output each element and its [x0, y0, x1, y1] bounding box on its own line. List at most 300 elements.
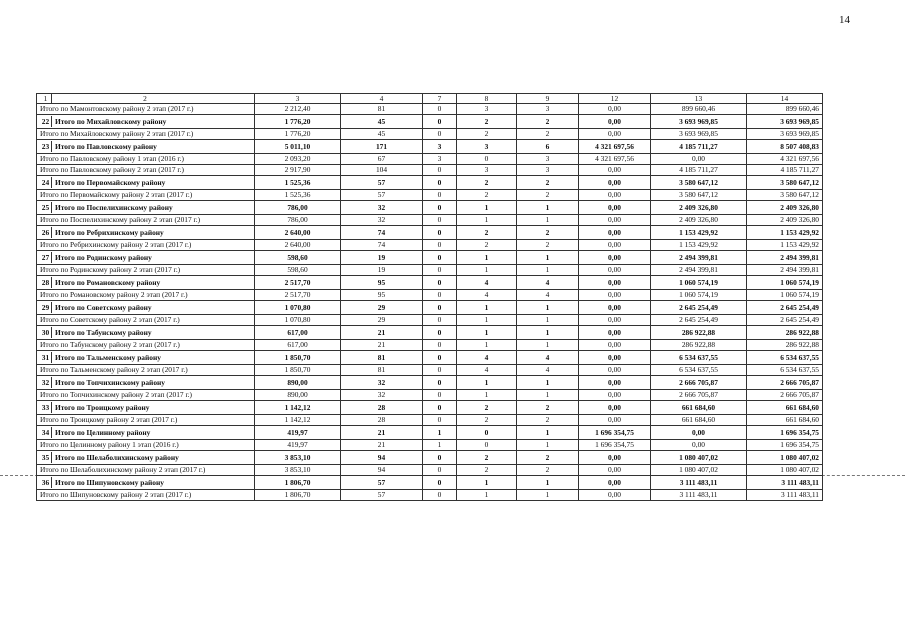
table-row-total	[37, 351, 823, 365]
table-row-total	[37, 451, 823, 465]
cell-c13: 661 684,60	[651, 415, 747, 426]
row-index: 23	[40, 141, 52, 152]
cell-c12: 0,00	[579, 301, 651, 315]
cell-c9: 2	[517, 226, 579, 240]
row-name-cell	[37, 265, 255, 276]
cell-c13: 1 153 429,92	[651, 240, 747, 251]
cell-c9: 1	[517, 326, 579, 340]
cell-c14: 1 153 429,92	[747, 226, 823, 240]
cell-c14: 3 580 647,12	[747, 190, 823, 201]
cell-c7: 0	[423, 290, 457, 301]
row-name-cell	[37, 351, 255, 365]
cell-c3: 2 640,00	[255, 226, 341, 240]
cell-c13: 1 153 429,92	[651, 226, 747, 240]
cell-c7: 0	[423, 451, 457, 465]
page-number: 14	[839, 14, 850, 26]
row-index: 35	[40, 452, 52, 463]
cell-c7: 0	[423, 176, 457, 190]
cell-c7: 0	[423, 226, 457, 240]
row-name: Итого по Шипуновскому району 2 этап (2017 г.)	[40, 490, 192, 499]
cell-c13: 1 080 407,02	[651, 451, 747, 465]
cell-c7: 0	[423, 104, 457, 115]
cell-c14: 1 080 407,02	[747, 451, 823, 465]
cell-c12: 0,00	[579, 226, 651, 240]
cell-c12: 0,00	[579, 340, 651, 351]
row-name: Итого по Троицкому району	[55, 403, 150, 412]
cell-c8: 4	[457, 290, 517, 301]
cell-c4: 21	[341, 426, 423, 440]
cell-c3: 1 525,36	[255, 190, 341, 201]
cell-c14: 3 111 483,11	[747, 476, 823, 490]
row-name-cell	[37, 426, 255, 440]
cell-c12: 0,00	[579, 165, 651, 176]
row-name: Итого по Целинному району 1 этап (2016 г.)	[40, 440, 179, 449]
row-index: 22	[40, 116, 52, 127]
cell-c8: 3	[457, 165, 517, 176]
cell-c14: 2 645 254,49	[747, 315, 823, 326]
row-name-cell	[37, 140, 255, 154]
cell-c3: 1 525,36	[255, 176, 341, 190]
table-row-total	[37, 301, 823, 315]
cell-c14: 3 111 483,11	[747, 490, 823, 501]
row-name-cell	[37, 401, 255, 415]
cell-c4: 32	[341, 376, 423, 390]
cell-c12: 0,00	[579, 476, 651, 490]
table-row-total	[37, 326, 823, 340]
cell-c14: 1 153 429,92	[747, 240, 823, 251]
table-row-total	[37, 176, 823, 190]
row-name: Итого по Троицкому району 2 этап (2017 г.)	[40, 415, 178, 424]
cell-c4: 81	[341, 365, 423, 376]
header-cell-14: 14	[747, 94, 823, 104]
cell-c8: 1	[457, 376, 517, 390]
cell-c7: 0	[423, 265, 457, 276]
header-cell-8: 8	[457, 94, 517, 104]
row-name: Итого по Тальменскому району 2 этап (2017 г.)	[40, 365, 188, 374]
cell-c9: 6	[517, 140, 579, 154]
row-index: 28	[40, 277, 52, 288]
cell-c13: 4 185 711,27	[651, 140, 747, 154]
table-row	[37, 465, 823, 476]
cell-c13: 661 684,60	[651, 401, 747, 415]
row-name-cell	[37, 365, 255, 376]
row-name-cell	[37, 326, 255, 340]
cell-c4: 45	[341, 129, 423, 140]
cell-c12: 0,00	[579, 351, 651, 365]
cell-c8: 1	[457, 265, 517, 276]
cell-c9: 1	[517, 215, 579, 226]
cell-c7: 3	[423, 154, 457, 165]
cell-c7: 0	[423, 301, 457, 315]
cell-c13: 2 409 326,80	[651, 215, 747, 226]
cell-c12: 0,00	[579, 215, 651, 226]
cell-c8: 0	[457, 426, 517, 440]
cell-c8: 3	[457, 104, 517, 115]
cell-c3: 419,97	[255, 440, 341, 451]
cell-c13: 1 060 574,19	[651, 276, 747, 290]
cell-c7: 0	[423, 490, 457, 501]
cell-c3: 1 142,12	[255, 401, 341, 415]
row-name: Итого по Табунскому району	[55, 328, 152, 337]
row-name: Итого по Михайловскому району 2 этап (2017 г.)	[40, 129, 194, 138]
cell-c8: 2	[457, 115, 517, 129]
cell-c9: 1	[517, 251, 579, 265]
row-index: 29	[40, 302, 52, 313]
cell-c13: 286 922,88	[651, 326, 747, 340]
row-name-cell	[37, 290, 255, 301]
cell-c14: 2 645 254,49	[747, 301, 823, 315]
cell-c7: 0	[423, 251, 457, 265]
cell-c9: 2	[517, 176, 579, 190]
cell-c9: 3	[517, 104, 579, 115]
cell-c9: 1	[517, 301, 579, 315]
row-index: 25	[40, 202, 52, 213]
row-name: Итого по Целинному району	[55, 428, 151, 437]
row-name-cell	[37, 490, 255, 501]
row-name: Итого по Тальменскому району	[55, 353, 161, 362]
cell-c12: 0,00	[579, 376, 651, 390]
table-row	[37, 290, 823, 301]
table-row	[37, 165, 823, 176]
cell-c12: 0,00	[579, 315, 651, 326]
cell-c9: 2	[517, 451, 579, 465]
cell-c4: 19	[341, 251, 423, 265]
header-cell-13: 13	[651, 94, 747, 104]
table-row	[37, 365, 823, 376]
cell-c14: 3 693 969,85	[747, 129, 823, 140]
row-name: Итого по Михайловскому району	[55, 117, 167, 126]
cell-c8: 1	[457, 340, 517, 351]
cell-c4: 57	[341, 490, 423, 501]
cell-c9: 1	[517, 476, 579, 490]
cell-c9: 1	[517, 426, 579, 440]
cell-c13: 3 111 483,11	[651, 476, 747, 490]
cell-c3: 1 070,80	[255, 315, 341, 326]
cell-c12: 0,00	[579, 290, 651, 301]
cell-c7: 0	[423, 190, 457, 201]
cell-c14: 286 922,88	[747, 340, 823, 351]
row-name: Итого по Советскому району 2 этап (2017 г.)	[40, 315, 180, 324]
cell-c13: 6 534 637,55	[651, 351, 747, 365]
cell-c8: 2	[457, 451, 517, 465]
cell-c13: 899 660,46	[651, 104, 747, 115]
cell-c4: 171	[341, 140, 423, 154]
cell-c3: 1 850,70	[255, 351, 341, 365]
cell-c8: 3	[457, 140, 517, 154]
cell-c7: 0	[423, 115, 457, 129]
cell-c14: 1 060 574,19	[747, 276, 823, 290]
cell-c8: 0	[457, 440, 517, 451]
row-name: Итого по Павловскому району	[55, 142, 157, 151]
cell-c12: 0,00	[579, 276, 651, 290]
cell-c13: 2 494 399,81	[651, 251, 747, 265]
cell-c12: 0,00	[579, 251, 651, 265]
cell-c12: 0,00	[579, 490, 651, 501]
cell-c14: 3 693 969,85	[747, 115, 823, 129]
cell-c4: 28	[341, 401, 423, 415]
cell-c7: 0	[423, 315, 457, 326]
cell-c3: 2 093,20	[255, 154, 341, 165]
row-name: Итого по Павловскому району 2 этап (2017 г.)	[40, 165, 184, 174]
cell-c12: 0,00	[579, 390, 651, 401]
cell-c14: 4 321 697,56	[747, 154, 823, 165]
row-name-cell	[37, 340, 255, 351]
header-cell-4: 4	[341, 94, 423, 104]
cell-c7: 0	[423, 165, 457, 176]
data-table	[36, 93, 823, 501]
cell-c14: 899 660,46	[747, 104, 823, 115]
header-cell-3: 3	[255, 94, 341, 104]
cell-c12: 0,00	[579, 190, 651, 201]
cell-c3: 598,60	[255, 265, 341, 276]
row-name-cell	[37, 215, 255, 226]
row-name-cell	[37, 476, 255, 490]
cell-c14: 4 185 711,27	[747, 165, 823, 176]
cell-c14: 2 666 705,87	[747, 390, 823, 401]
cell-c12: 0,00	[579, 465, 651, 476]
cell-c12: 0,00	[579, 176, 651, 190]
row-name-cell	[37, 315, 255, 326]
cell-c3: 598,60	[255, 251, 341, 265]
table-row-total	[37, 251, 823, 265]
cell-c8: 4	[457, 365, 517, 376]
row-name: Итого по Ребрихинскому району 2 этап (2017 г.)	[40, 240, 192, 249]
cell-c4: 29	[341, 315, 423, 326]
row-name: Итого по Поспелихинскому району 2 этап (2017 г.)	[40, 215, 201, 224]
cell-c7: 1	[423, 426, 457, 440]
row-name-cell	[37, 390, 255, 401]
cell-c9: 2	[517, 415, 579, 426]
cell-c14: 2 666 705,87	[747, 376, 823, 390]
cell-c14: 6 534 637,55	[747, 365, 823, 376]
cell-c4: 32	[341, 201, 423, 215]
cell-c7: 1	[423, 440, 457, 451]
cell-c12: 0,00	[579, 104, 651, 115]
cell-c13: 2 494 399,81	[651, 265, 747, 276]
cell-c8: 0	[457, 154, 517, 165]
table-row-total	[37, 426, 823, 440]
cell-c9: 1	[517, 315, 579, 326]
cell-c14: 2 409 326,80	[747, 201, 823, 215]
cell-c4: 57	[341, 190, 423, 201]
row-name: Итого по Павловскому району 1 этап (2016 г.)	[40, 154, 184, 163]
cell-c9: 1	[517, 265, 579, 276]
cell-c4: 74	[341, 226, 423, 240]
cell-c8: 1	[457, 201, 517, 215]
header-cell-9: 9	[517, 94, 579, 104]
cell-c8: 2	[457, 415, 517, 426]
table-row	[37, 154, 823, 165]
cell-c12: 0,00	[579, 451, 651, 465]
cell-c8: 1	[457, 251, 517, 265]
cell-c14: 286 922,88	[747, 326, 823, 340]
cell-c13: 3 693 969,85	[651, 115, 747, 129]
cell-c3: 2 517,70	[255, 276, 341, 290]
table-row	[37, 315, 823, 326]
cell-c14: 2 494 399,81	[747, 265, 823, 276]
row-name-cell	[37, 415, 255, 426]
row-name: Итого по Топчихинскому району	[55, 378, 165, 387]
cell-c8: 2	[457, 190, 517, 201]
cell-c12: 0,00	[579, 326, 651, 340]
cell-c4: 32	[341, 215, 423, 226]
cell-c7: 0	[423, 415, 457, 426]
cell-c4: 81	[341, 351, 423, 365]
cell-c14: 6 534 637,55	[747, 351, 823, 365]
row-name: Итого по Поспелихинскому району	[55, 203, 173, 212]
table-row	[37, 490, 823, 501]
cell-c3: 419,97	[255, 426, 341, 440]
cell-c12: 0,00	[579, 201, 651, 215]
cell-c12: 4 321 697,56	[579, 154, 651, 165]
cell-c14: 2 409 326,80	[747, 215, 823, 226]
cell-c3: 786,00	[255, 201, 341, 215]
row-index: 27	[40, 252, 52, 263]
row-name-cell	[37, 465, 255, 476]
table-row	[37, 340, 823, 351]
row-name: Итого по Шелаболихинскому району	[55, 453, 179, 462]
cell-c4: 95	[341, 276, 423, 290]
row-name: Итого по Топчихинскому району 2 этап (2017 г.)	[40, 390, 192, 399]
cell-c13: 4 185 711,27	[651, 165, 747, 176]
row-name-cell	[37, 190, 255, 201]
row-name: Итого по Первомайскому району	[55, 178, 166, 187]
cell-c8: 4	[457, 351, 517, 365]
cell-c4: 74	[341, 240, 423, 251]
cell-c3: 2 917,90	[255, 165, 341, 176]
row-name: Итого по Романовскому району 2 этап (2017 г.)	[40, 290, 188, 299]
cell-c13: 3 580 647,12	[651, 190, 747, 201]
row-name-cell	[37, 176, 255, 190]
cell-c8: 1	[457, 215, 517, 226]
cell-c14: 1 696 354,75	[747, 440, 823, 451]
table-row-total	[37, 226, 823, 240]
table-row-total	[37, 276, 823, 290]
cell-c3: 1 776,20	[255, 129, 341, 140]
table-row	[37, 104, 823, 115]
cell-c8: 1	[457, 390, 517, 401]
cell-c9: 1	[517, 440, 579, 451]
row-index: 30	[40, 327, 52, 338]
row-index: 24	[40, 177, 52, 188]
row-name-cell	[37, 201, 255, 215]
row-name-cell	[37, 240, 255, 251]
cell-c9: 4	[517, 351, 579, 365]
row-name-cell	[37, 440, 255, 451]
cell-c3: 617,00	[255, 326, 341, 340]
row-index: 36	[40, 477, 52, 488]
cell-c12: 0,00	[579, 265, 651, 276]
cell-c12: 0,00	[579, 401, 651, 415]
cell-c12: 4 321 697,56	[579, 140, 651, 154]
cell-c12: 1 696 354,75	[579, 426, 651, 440]
cell-c9: 4	[517, 276, 579, 290]
cell-c7: 0	[423, 365, 457, 376]
cell-c9: 1	[517, 340, 579, 351]
cell-c13: 0,00	[651, 426, 747, 440]
cell-c8: 1	[457, 301, 517, 315]
cell-c3: 1 806,70	[255, 476, 341, 490]
cell-c7: 0	[423, 476, 457, 490]
row-name-cell	[37, 115, 255, 129]
row-name: Итого по Мамонтовскому району 2 этап (2017 г.)	[40, 104, 194, 113]
row-name-cell	[37, 251, 255, 265]
cell-c12: 0,00	[579, 415, 651, 426]
cell-c3: 1 070,80	[255, 301, 341, 315]
table-row	[37, 440, 823, 451]
row-name: Итого по Романовскому району	[55, 278, 161, 287]
cell-c3: 1 850,70	[255, 365, 341, 376]
cell-c9: 1	[517, 390, 579, 401]
cell-c14: 1 080 407,02	[747, 465, 823, 476]
cell-c14: 3 580 647,12	[747, 176, 823, 190]
header-cell-7: 7	[423, 94, 457, 104]
cell-c9: 1	[517, 490, 579, 501]
cell-c3: 890,00	[255, 376, 341, 390]
cell-c12: 0,00	[579, 129, 651, 140]
cell-c3: 890,00	[255, 390, 341, 401]
table-body	[37, 94, 823, 501]
cell-c9: 2	[517, 190, 579, 201]
cell-c3: 786,00	[255, 215, 341, 226]
cell-c7: 0	[423, 401, 457, 415]
cell-c9: 2	[517, 401, 579, 415]
cell-c13: 6 534 637,55	[651, 365, 747, 376]
cell-c9: 3	[517, 165, 579, 176]
cell-c8: 2	[457, 240, 517, 251]
header-row	[37, 94, 823, 104]
row-name-cell	[37, 104, 255, 115]
table-row-total	[37, 140, 823, 154]
cell-c12: 0,00	[579, 115, 651, 129]
cell-c7: 0	[423, 465, 457, 476]
cell-c3: 1 806,70	[255, 490, 341, 501]
cell-c3: 1 776,20	[255, 115, 341, 129]
cell-c3: 2 640,00	[255, 240, 341, 251]
table-row	[37, 129, 823, 140]
cell-c7: 0	[423, 276, 457, 290]
cell-c7: 0	[423, 340, 457, 351]
cell-c13: 2 409 326,80	[651, 201, 747, 215]
table-row	[37, 190, 823, 201]
cell-c7: 0	[423, 390, 457, 401]
cell-c3: 3 853,10	[255, 465, 341, 476]
cell-c9: 2	[517, 115, 579, 129]
row-name-cell	[37, 226, 255, 240]
cell-c14: 8 507 408,83	[747, 140, 823, 154]
cell-c4: 57	[341, 476, 423, 490]
cell-c7: 3	[423, 140, 457, 154]
cell-c7: 0	[423, 129, 457, 140]
cell-c13: 3 111 483,11	[651, 490, 747, 501]
cell-c4: 104	[341, 165, 423, 176]
row-name-cell	[37, 301, 255, 315]
cell-c4: 32	[341, 390, 423, 401]
table-row	[37, 390, 823, 401]
cell-c8: 1	[457, 490, 517, 501]
cell-c13: 1 060 574,19	[651, 290, 747, 301]
row-name-cell	[37, 154, 255, 165]
row-index: 33	[40, 402, 52, 413]
row-index: 32	[40, 377, 52, 388]
cell-c7: 0	[423, 240, 457, 251]
row-name-cell	[37, 165, 255, 176]
cell-c3: 5 011,10	[255, 140, 341, 154]
cell-c3: 2 517,70	[255, 290, 341, 301]
cell-c4: 81	[341, 104, 423, 115]
row-name: Итого по Шипуновскому району	[55, 478, 164, 487]
row-index: 26	[40, 227, 52, 238]
